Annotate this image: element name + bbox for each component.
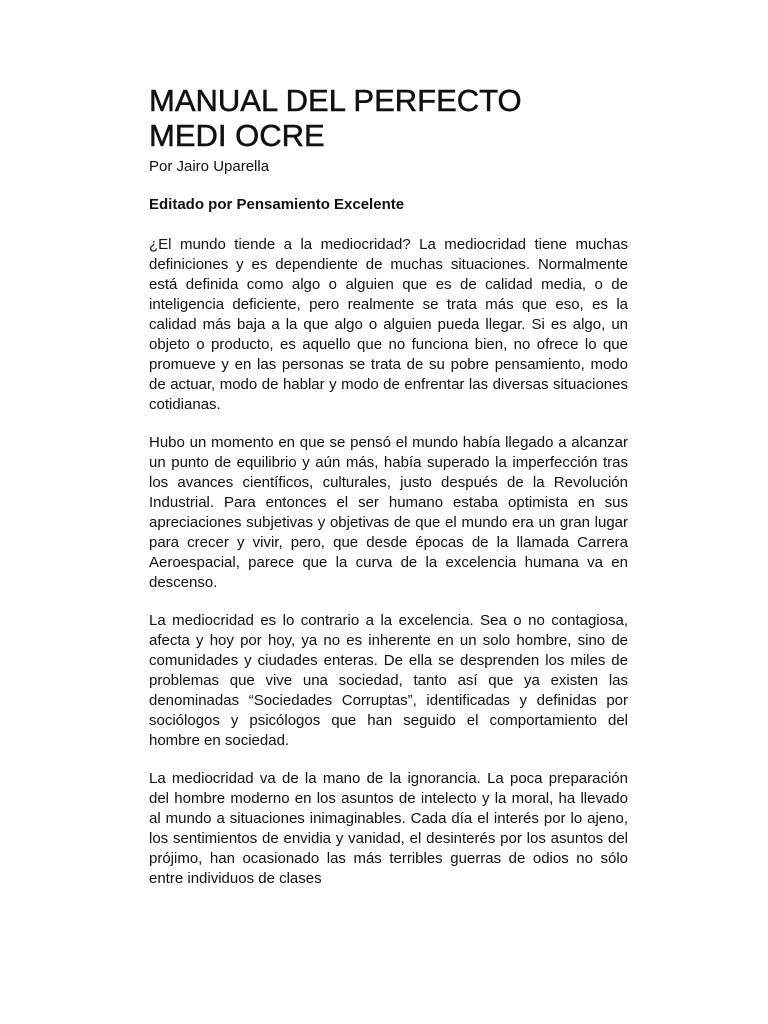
- author-line: Por Jairo Uparella: [149, 158, 270, 175]
- editor-line: Editado por Pensamiento Excelente: [149, 196, 405, 213]
- paragraph-4: La mediocridad va de la mano de la ignorancia. La poca preparación del hombre moderno en los asuntos de intelecto y la moral, ha llevado al mundo a situaciones inimaginables. Cada día el interés por lo ajeno, los sentimientos de envidia y vanidad, el desinterés por los asuntos del prójimo, han ocasionado las más terribles guerras de odios no sólo entre individuos de clases: [149, 770, 628, 887]
- document-page: [149, 83, 628, 889]
- title-line-2: MEDI OCRE: [149, 118, 325, 153]
- document-title: [149, 83, 628, 153]
- paragraph-3: La mediocridad es lo contrario a la excelencia. Sea o no contagiosa, afecta y hoy por hoy, ya no es inherente en un solo hombre, sino de comunidades y ciudades enteras. De ella se desprenden los miles de problemas que vive una sociedad, tanto así que ya existen las denominadas “Sociedades Corruptas”, identificadas y definidas por sociólogos y psicólogos que han seguido el comportamiento del hombre en sociedad.: [149, 612, 628, 749]
- paragraph-1: ¿El mundo tiende a la mediocridad? La mediocridad tiene muchas definiciones y es dependiente de muchas situaciones. Normalmente está definida como algo o alguien que es de calidad media, o de inteligencia deficiente, pero realmente se trata más que eso, es la calidad más baja a la que algo o alguien pueda llegar. Si es algo, un objeto o producto, es aquello que no funciona bien, no ofrece lo que promueve y en las personas se trata de su pobre pensamiento, modo de actuar, modo de hablar y modo de enfrentar las diversas situaciones cotidianas.: [149, 236, 628, 413]
- paragraph-2: Hubo un momento en que se pensó el mundo había llegado a alcanzar un punto de equilibrio y aún más, había superado la imperfección tras los avances científicos, culturales, justo después de la Revolución Industrial. Para entonces el ser humano estaba optimista en sus apreciaciones subjetivas y objetivas de que el mundo era un gran lugar para crecer y vivir, pero, que desde épocas de la llamada Carrera Aeroespacial, parece que la curva de la excelencia humana va en descenso.: [149, 434, 628, 591]
- title-line-1: MANUAL DEL PERFECTO: [149, 83, 522, 118]
